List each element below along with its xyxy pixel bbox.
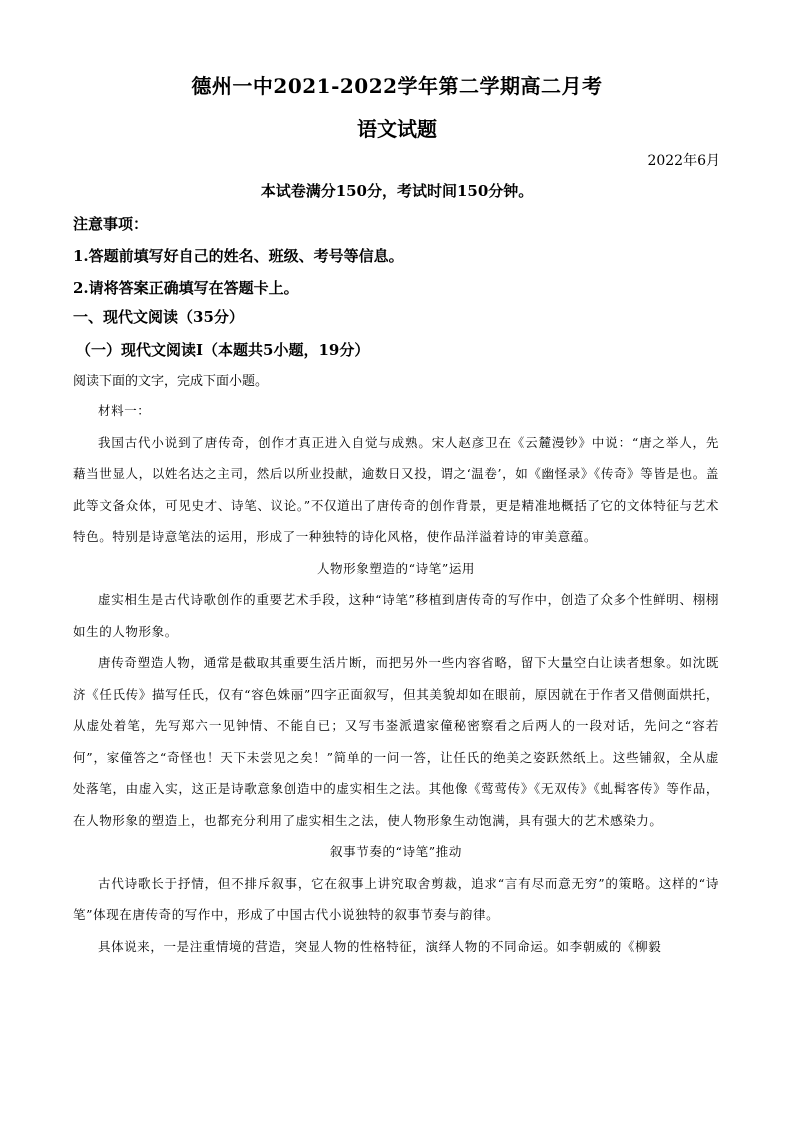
score-info: 本试卷满分150分，考试时间150分钟。 [260, 182, 534, 200]
exam-date: 2022年6月 [647, 153, 720, 169]
section2-paragraph-2: 具体说来，一是注重情境的营造，突显人物的性格特征，演绎人物的不同命运。如李朝威的《柳毅 [98, 938, 662, 954]
notes-heading: 注意事项： [73, 215, 149, 233]
note-item-1: 1.答题前填写好自己的姓名、班级、考号等信息。 [73, 247, 404, 265]
section-title: 一、现代文阅读（35分） [73, 308, 244, 326]
material-body [73, 395, 719, 962]
material-label: 材料一： [98, 403, 151, 418]
exam-subject: 语文试题 [357, 117, 437, 141]
section1-paragraph-1: 虚实相生是古代诗歌创作的重要艺术手段，这种“诗笔”移植到唐传奇的写作中，创造了众多个性鲜明、栩栩如生的人物形象。 [73, 592, 719, 639]
subheading-character: 人物形象塑造的“诗笔”运用 [316, 560, 476, 576]
section2-paragraph-1: 古代诗歌长于抒情，但不排斥叙事，它在叙事上讲究取舍剪裁，追求“言有尽而意无穷”的策略。这样的“诗笔”体现在唐传奇的写作中，形成了中国古代小说独特的叙事节奏与韵律。 [73, 875, 719, 922]
subheading-narrative: 叙事节奏的“诗笔”推动 [330, 844, 462, 859]
section1-paragraph-2: 唐传奇塑造人物，通常是截取其重要生活片断，而把另外一些内容省略，留下大量空白让读者想象。如沈既济《任氏传》描写任氏，仅有“容色姝丽”四字正面叙写，但其美貌却如在眼前，原因就在于作者又借侧面烘托，从虚处着笔，先写郑六一见钟情、不能自已；又写韦崟派遣家僮秘密察看之后两人的一段对话，先问之“容若何”，家僮答之“奇怪也！天下未尝见之矣！”简单的一问一答，让任氏的绝美之姿跃然纸上。这些铺叙，全从虚处落笔，由虚入实，这正是诗歌意象创造中的虚实相生之法。其他像《莺莺传》《无双传》《虬髯客传》等作品，在人物形象的塑造上，也都充分利用了虚实相生之法，使人物形象生动饱满，具有强大的艺术感染力。 [73, 655, 719, 828]
material-paragraph: 我国古代小说到了唐传奇，创作才真正进入自觉与成熟。宋人赵彦卫在《云麓漫钞》中说：“唐之举人，先藉当世显人，以姓名达之主司，然后以所业投献，逾数日又投，谓之‘温卷’，如《幽怪录》《传奇》等皆是也。盖此等文备众体，可见史才、诗笔、议论。”不仅道出了唐传奇的创作背景，更是精准地概括了它的文体特征与艺术特色。特别是诗意笔法的运用，形成了一种独特的诗化风格，使作品洋溢着诗的审美意蕴。 [73, 434, 719, 544]
note-item-2: 2.请将答案正确填写在答题卡上。 [73, 279, 299, 297]
exam-title: 德州一中2021-2022学年第二学期高二月考 [191, 74, 603, 98]
reading-instruction: 阅读下面的文字，完成下面小题。 [73, 374, 269, 389]
section-subtitle: （一）现代文阅读Ⅰ（本题共5小题，19分） [76, 341, 370, 359]
